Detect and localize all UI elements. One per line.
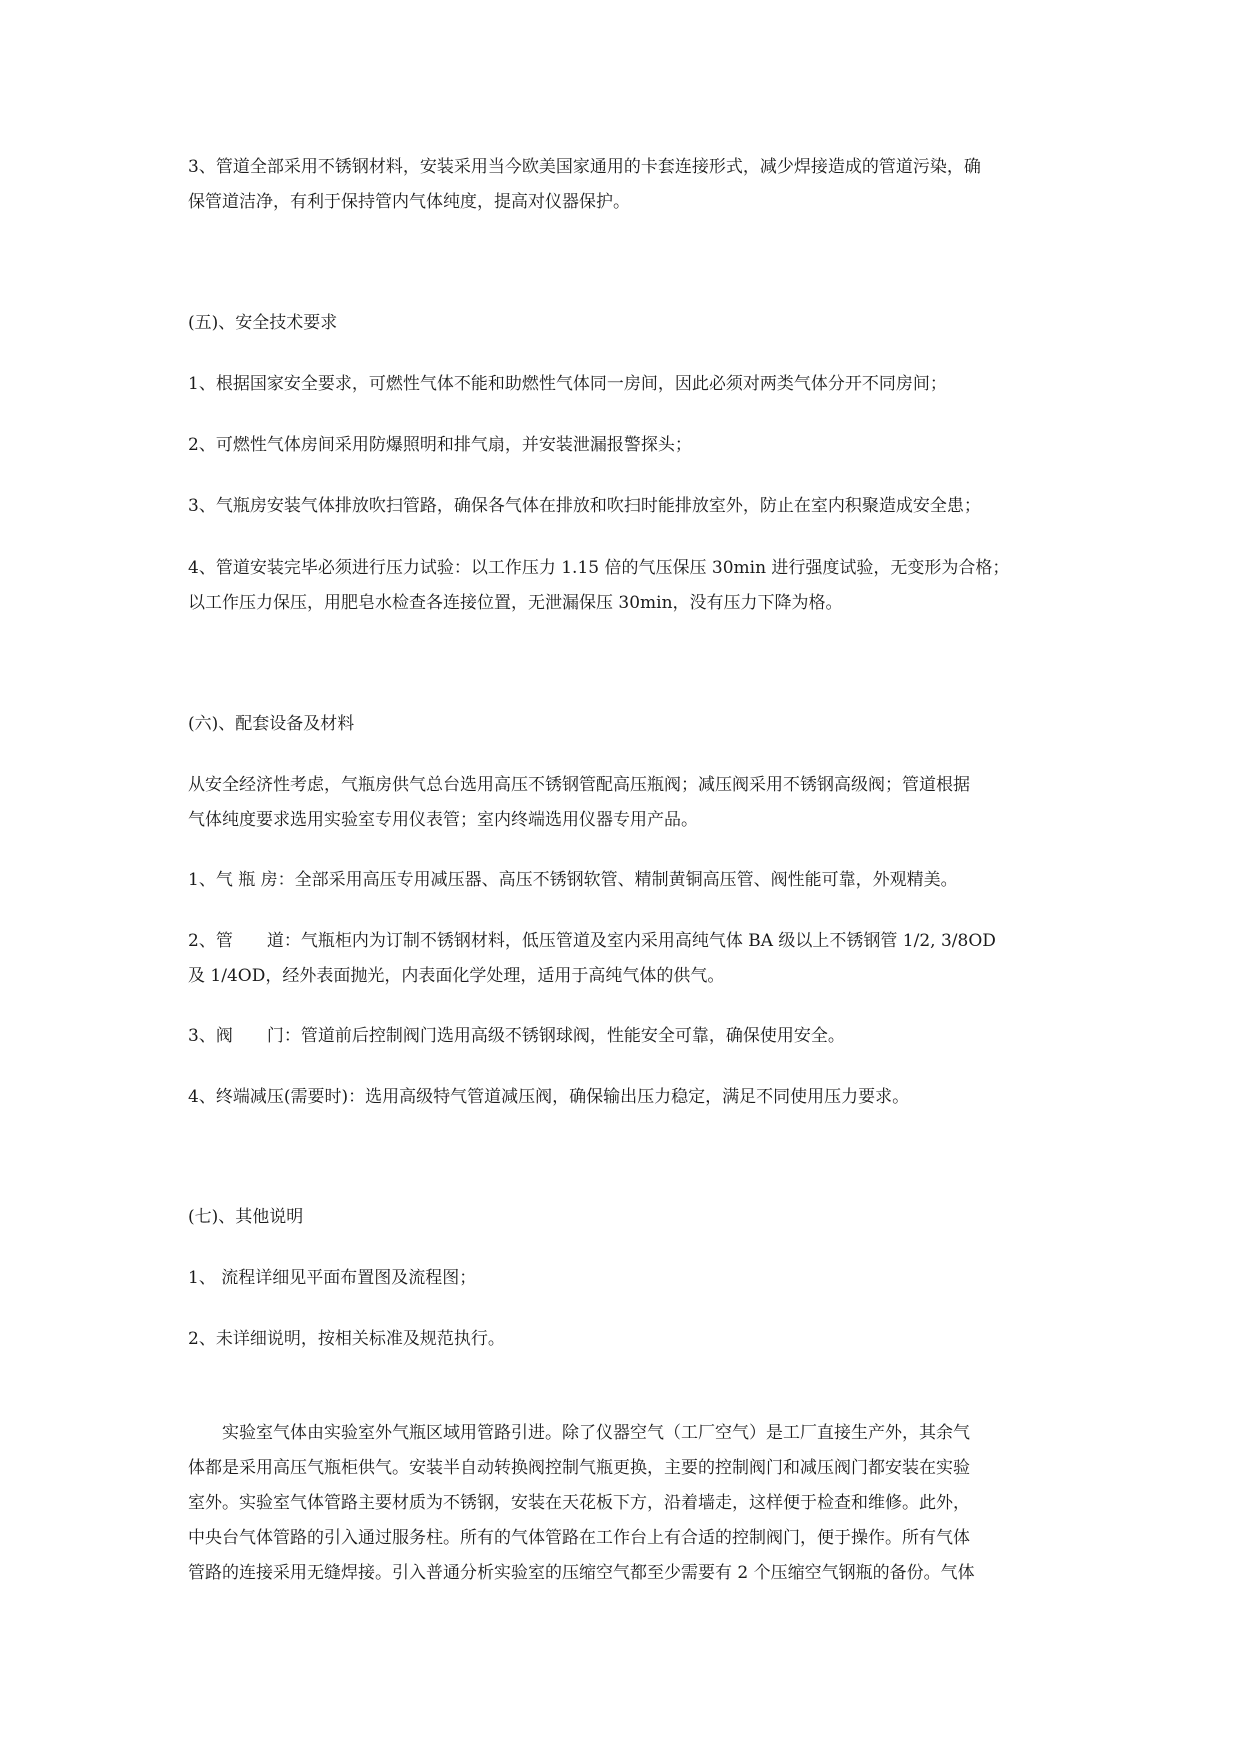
list-item xyxy=(188,924,1068,994)
paragraph-pipe-material xyxy=(188,150,1068,220)
text-line: 及 1/4OD，经外表面抛光，内表面化学处理，适用于高纯气体的供气。 xyxy=(188,966,725,986)
text-line: 以工作压力保压，用肥皂水检查各连接位置，无泄漏保压 30min，没有压力下降为格。 xyxy=(188,593,843,613)
list-item: 4、终端减压(需要时)：选用高级特气管道减压阀，确保输出压力稳定，满足不同使用压力要求。 xyxy=(188,1087,910,1107)
heading-safety-requirements: (五)、安全技术要求 xyxy=(188,313,338,333)
list-item: 1、气 瓶 房：全部采用高压专用减压器、高压不锈钢软管、精制黄铜高压管、阀性能可靠，外观精美。 xyxy=(188,870,958,890)
text-line: 中央台气体管路的引入通过服务柱。所有的气体管路在工作台上有合适的控制阀门，便于操作。所有气体 xyxy=(188,1528,970,1548)
body-paragraph xyxy=(188,1416,1068,1591)
list-item: 3、阀 门：管道前后控制阀门选用高级不锈钢球阀，性能安全可靠，确保使用安全。 xyxy=(188,1026,845,1046)
text-line: 实验室气体由实验室外气瓶区域用管路引进。除了仪器空气（工厂空气）是工厂直接生产外，其余气 xyxy=(188,1423,970,1443)
text-line: 3、管道全部采用不锈钢材料，安装采用当今欧美国家通用的卡套连接形式，减少焊接造成的管道污染，确 xyxy=(188,157,981,177)
text-line: 室外。实验室气体管路主要材质为不锈钢，安装在天花板下方，沿着墙走，这样便于检查和维修。此外， xyxy=(188,1493,970,1513)
text-line: 2、管 道：气瓶柜内为订制不锈钢材料，低压管道及室内采用高纯气体 BA 级以上不锈钢管 1/2, 3/8OD xyxy=(188,931,996,951)
paragraph-intro xyxy=(188,768,1068,838)
text-line: 管路的连接采用无缝焊接。引入普通分析实验室的压缩空气都至少需要有 2 个压缩空气钢瓶的备份。气体 xyxy=(188,1563,975,1583)
list-item: 3、气瓶房安装气体排放吹扫管路，确保各气体在排放和吹扫时能排放室外，防止在室内积聚造成安全患； xyxy=(188,496,981,516)
list-item: 2、未详细说明，按相关标准及规范执行。 xyxy=(188,1329,505,1349)
text-line: 保管道洁净，有利于保持管内气体纯度，提高对仪器保护。 xyxy=(188,192,630,212)
heading-equipment-materials: (六)、配套设备及材料 xyxy=(188,714,355,734)
text-line: 4、管道安装完毕必须进行压力试验：以工作压力 1.15 倍的气压保压 30min 进行强度试验，无变形为合格； xyxy=(188,558,1010,578)
list-item: 1、 流程详细见平面布置图及流程图； xyxy=(188,1268,477,1288)
list-item xyxy=(188,551,1068,621)
list-item: 2、可燃性气体房间采用防爆照明和排气扇，并安装泄漏报警探头； xyxy=(188,435,692,455)
text-line: 体都是采用高压气瓶柜供气。安装半自动转换阀控制气瓶更换，主要的控制阀门和减压阀门都安装在实验 xyxy=(188,1458,970,1478)
text-line: 气体纯度要求选用实验室专用仪表管；室内终端选用仪器专用产品。 xyxy=(188,810,698,830)
text-line: 从安全经济性考虑，气瓶房供气总台选用高压不锈钢管配高压瓶阀；减压阀采用不锈钢高级阀；管道根据 xyxy=(188,775,970,795)
list-item: 1、根据国家安全要求，可燃性气体不能和助燃性气体同一房间，因此必须对两类气体分开不同房间； xyxy=(188,374,947,394)
heading-other-notes: (七)、其他说明 xyxy=(188,1207,304,1227)
